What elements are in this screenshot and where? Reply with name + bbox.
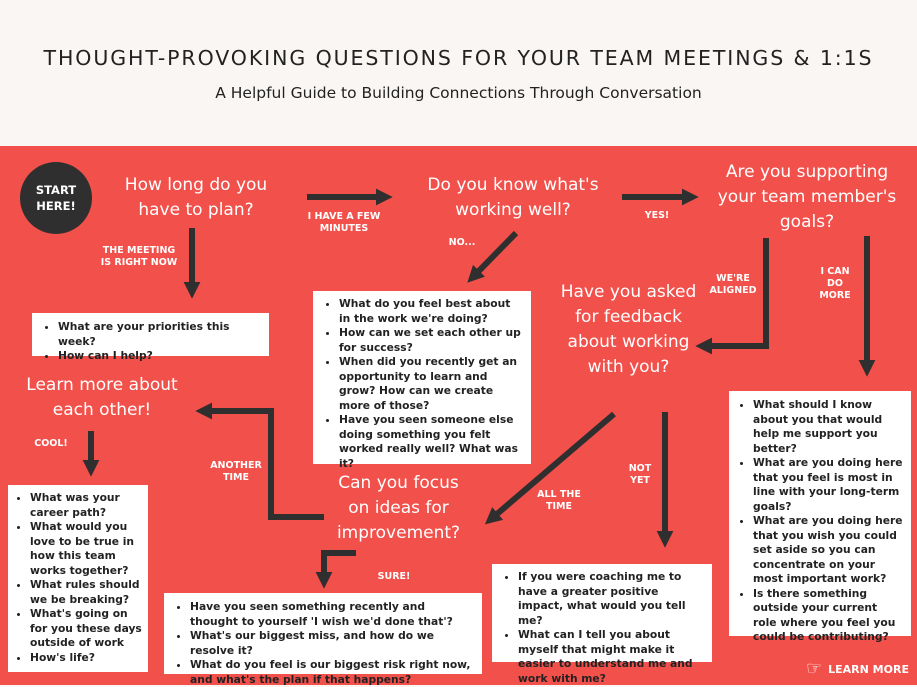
- question-supporting: Are you supporting your team member's goals?: [717, 162, 897, 232]
- label-yes: YES!: [644, 210, 670, 221]
- list-item: • How can we set each other up for success?: [339, 326, 523, 355]
- list-item: • What can I tell you about myself that might make it easier to understand me and work with me?: [518, 628, 706, 686]
- list-item: • Is there something outside your current role where you feel you could be contributing?: [753, 587, 903, 645]
- start-here-circle: [20, 162, 92, 234]
- list-item: • How's life?: [30, 651, 144, 666]
- arrow-sure: [324, 553, 356, 582]
- label-aligned: WE'RE ALIGNED: [709, 273, 757, 296]
- box-do-more: [729, 391, 911, 643]
- label-not-yet: NOT YET: [628, 463, 652, 486]
- box-working-no: [313, 291, 531, 470]
- list-item: • Have you seen something recently and thought to yourself 'I wish we'd done that'?: [190, 600, 474, 629]
- page-subtitle: A Helpful Guide to Building Connections Through Conversation: [215, 84, 702, 102]
- list-item: • What are you doing here that you feel is most in line with your long-term goals?: [753, 456, 903, 514]
- page-title: THOUGHT-PROVOKING QUESTIONS FOR YOUR TEAM MEETINGS & 1:1S: [43, 46, 874, 70]
- learn-more-link[interactable]: [806, 658, 909, 679]
- box-learn: [8, 485, 148, 672]
- box-right-now: [32, 313, 269, 362]
- label-another-time: ANOTHER TIME: [210, 460, 262, 483]
- question-working: Do you know what's working well?: [427, 175, 599, 220]
- box-improvement: [164, 593, 482, 686]
- question-plan: How long do you have to plan?: [124, 175, 268, 220]
- label-no: NO...: [448, 237, 476, 248]
- start-here-label: START HERE!: [35, 183, 77, 213]
- label-sure: SURE!: [377, 571, 411, 582]
- question-feedback: Have you asked for feedback about working with you?: [560, 282, 697, 377]
- list-item: • What would you love to be true in how this team works together?: [30, 520, 144, 578]
- list-item: • What was your career path?: [30, 491, 144, 520]
- list-item: • What are you doing here that you wish you could set aside so you can concentrate on your most important work?: [753, 514, 903, 587]
- list-item: • What rules should we be breaking?: [30, 578, 144, 607]
- label-right-now: THE MEETING IS RIGHT NOW: [100, 245, 178, 268]
- box-not-yet: [492, 564, 712, 685]
- list-item: • If you were coaching me to have a greater positive impact, what would you tell me?: [518, 570, 706, 628]
- question-focus: Can you focus on ideas for improvement?: [336, 473, 461, 543]
- learn-more-label: LEARN MORE: [828, 662, 909, 676]
- list-item: • What do you feel best about in the work we're doing?: [339, 297, 523, 326]
- list-item: • When did you recently get an opportunity to learn and grow? How can we create more of those?: [339, 355, 523, 413]
- list-item: • Have you seen someone else doing something you felt worked really well? What was it?: [339, 413, 523, 471]
- list-item: • What should I know about you that would help me support you better?: [753, 398, 903, 456]
- pointing-hand-icon: ☞: [806, 658, 823, 679]
- list-item: • How can I help?: [58, 349, 261, 364]
- label-all-the-time: ALL THE TIME: [537, 489, 581, 512]
- label-cool: COOL!: [34, 438, 68, 449]
- list-item: • What do you feel is our biggest risk right now, and what's the plan if that happens?: [190, 658, 474, 687]
- question-learn: Learn more about each other!: [26, 375, 178, 420]
- label-few-minutes: I HAVE A FEW MINUTES: [307, 211, 381, 234]
- list-item: • What's our biggest miss, and how do we resolve it?: [190, 629, 474, 658]
- list-item: • What's going on for you these days outside of work: [30, 607, 144, 651]
- list-item: • What are your priorities this week?: [58, 320, 261, 349]
- label-can-do-more: I CAN DO MORE: [819, 266, 851, 301]
